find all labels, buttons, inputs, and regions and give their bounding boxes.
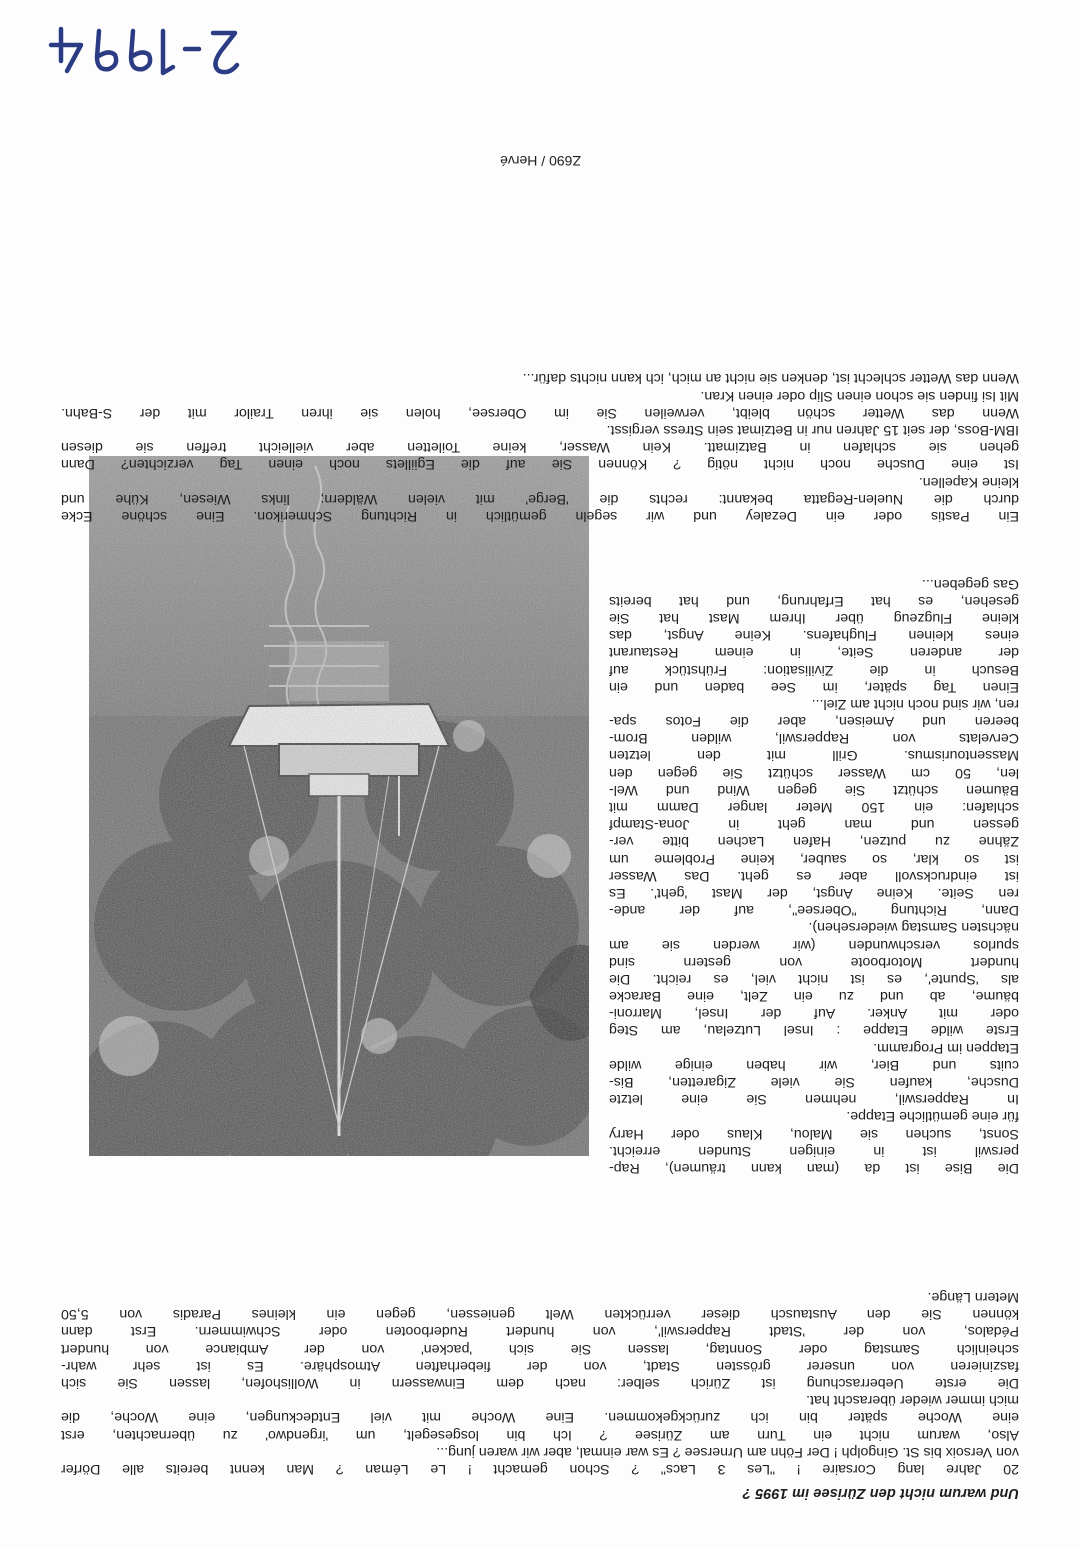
text-line: len, 50 cm Wasser schützt Sie gegen den	[609, 764, 1019, 781]
footer-reference: Z690 / Hervé	[500, 153, 581, 169]
article-title: Und warum nicht den Zürisee im 1995 ?	[742, 1485, 1019, 1501]
text-line: faszinieren von unserer grössten Stadt, von der fieberhaften Atmosphäre. Es ist sehr wahr-	[61, 1357, 1019, 1374]
text-line: kleine Flugzeug über Ihrem Mast hat Sie	[609, 610, 1019, 626]
text-line: ist eindrucksvoll aber es geht. Das Wasser	[609, 867, 1019, 884]
text-line: 20 Jahre lang Corsaire ! "Les 3 Lacs" ? Schon gemacht ! Le Léman ? Man kennt bereits alle Dörfer	[61, 1461, 1019, 1477]
text-line: ren, wir sind noch nicht am Ziel...	[811, 695, 1019, 712]
text-line: gessen und man geht in Jona-Stampf	[609, 816, 1019, 833]
text-line: Die erste Ueberraschung ist Zürich selber: nach dem Einwassern in Wollishofen, lassen Sie sich	[61, 1375, 1019, 1392]
text-line: Ist eine Dusche noch nicht nötig ? Können Sie auf die Egiillets noch einen Tag verzichten? Dann	[61, 456, 1019, 473]
text-line: perswil ist in einigen Stunden erreicht.	[609, 1142, 1019, 1159]
text-line: gesehen, es hat Erfahrung, und hat bereits	[609, 592, 1019, 609]
text-line: der anderen Seite, in einem Restaurant	[609, 644, 1019, 661]
text-line: mich immer wieder überascht hat.	[806, 1392, 1019, 1409]
text-line: Also, warum nicht ein Turn am Zürisee ? Ich bin losgesegelt, um 'irgendwo' zu übernachten, erst	[61, 1426, 1019, 1443]
text-line: Cervelats von Rapperswil, wilden Brom-	[609, 730, 1019, 747]
text-line: bäume, ab und zu ein Zelt, eine Baracke	[609, 988, 1019, 1005]
text-line: kleine Kapellen.	[918, 473, 1019, 490]
text-line: Metern Länge.	[927, 1289, 1019, 1306]
text-line: spurlos verschwunden (wir werden sie am	[609, 936, 1019, 953]
text-line: als 'Spunte', es ist nicht viel, es reicht. Die	[609, 970, 1019, 987]
intro-paragraphs	[61, 1288, 1019, 1477]
text-line: Massentourismus. Grill mit den letzten	[609, 747, 1019, 764]
text-line: Gas gegeben...	[921, 575, 1019, 592]
text-line: Wenn das Wetter schlecht ist, denken sie nicht an mich, ich kann nichts dafür...	[522, 370, 1019, 387]
text-line: hundert Motorboote von gestern sind	[609, 953, 1019, 970]
text-line: Einen Tag später, im See baden und ein	[609, 678, 1019, 695]
text-line: Erste wilde Etappe : Insel Lutzelau, am Steg	[609, 1022, 1019, 1039]
text-line: Bäumen schützt Sie gegen Wind und Wel-	[609, 781, 1019, 798]
text-line: gehen sie schlafen in Batzimatt. Kein Wasser, keine Toiletten aber vielleicht treffen sie diesen	[61, 439, 1019, 456]
text-line: scheinlich Samstag oder Sonntag, lassen Sie sich 'packen' von der Ambiance von hundert	[61, 1340, 1019, 1357]
text-line: Ein Pastis oder ein Dezaley und wir segeln gemütlich in Richtung Schmerikon. Eine schöne Ecke	[61, 508, 1019, 524]
text-line: ren Seite. Keine Angst, der Mast 'geht'. Es	[609, 885, 1019, 901]
text-line: IBM-Boss, der seit 15 Jahren nur in Betzimat sein Stress vergisst.	[606, 422, 1019, 439]
sailboat-photo	[89, 456, 589, 1156]
text-line: Pédalos, von der 'Stadt Rapperswil', von hundert Ruderbooten oder Schwimmern. Erst dann	[61, 1323, 1019, 1340]
text-line: Dann, Richtung "Obersee", auf der ande-	[609, 902, 1019, 919]
text-line: Mit Isi finden sie schon einen Slip oder einen Kran.	[700, 387, 1019, 404]
text-line: durch die Nuelen-Regatta bekannt: rechts die 'Berge' mit vielen Wäldern; links Wiesen, Kühe und	[61, 490, 1019, 507]
handwritten-date-note	[43, 23, 243, 79]
text-line: eine Woche später bin ich zurückgekommen. Eine Woche mit viel Entdeckungen, eine Woche, die	[61, 1409, 1019, 1426]
text-line: von Versoix bis St. Gingolph ! Der Föhn am Urnersee ? Es war einmal, aber wir waren jung...	[436, 1443, 1019, 1460]
text-line: eines kleinen Flughafens. Keine Angst, das	[609, 627, 1019, 644]
text-line: ist so klar, so sauber, keine Probleme um	[609, 850, 1019, 867]
left-column-text	[609, 574, 1019, 1176]
text-line: für eine gemütliche Etappe.	[846, 1108, 1019, 1125]
text-line: Wenn das Wetter schön bleibt, verweilen Sie im Obersee, holen sie ihren Trailor mit der S-Bahn.	[61, 404, 1019, 421]
text-line: Besuch in die Zivilisation: Frühstück auf	[609, 661, 1019, 678]
text-line: Etappen im Programm.	[873, 1039, 1019, 1056]
text-line: Zähne zu putzen, Hafen Lachen bitte ver-	[609, 833, 1019, 850]
closing-paragraphs	[61, 369, 1019, 524]
text-line: cuits und Bier, wir haben einige wilde	[609, 1056, 1019, 1073]
text-line: Dusche, kaufen Sie viele Zigaretten, Bis-	[609, 1074, 1019, 1091]
text-line: In Rapperswil, nehmen Sie eine letzte	[609, 1091, 1019, 1108]
text-line: Die Bise ist da (man kann träumen), Rap-	[609, 1160, 1019, 1176]
text-line: oder mit Anker. Auf der Insel, Marroni-	[609, 1005, 1019, 1022]
handwriting-graphic	[43, 23, 243, 79]
text-line: können Sie den Austausch dieser verrückten Welt geniessen, gegen ein kleines Paradis von 5,50	[61, 1306, 1019, 1323]
text-line: schlafen: ein 150 Meter langer Damm mit	[609, 799, 1019, 816]
text-line: beeren und Ameisen, aber die Fotos spa-	[609, 713, 1019, 730]
photo-image	[89, 456, 589, 1156]
text-line: Sonst, suchen sie Malou, Klaus oder Harry	[609, 1125, 1019, 1142]
text-line: nächsten Samstag wiedersehen).	[808, 919, 1019, 936]
